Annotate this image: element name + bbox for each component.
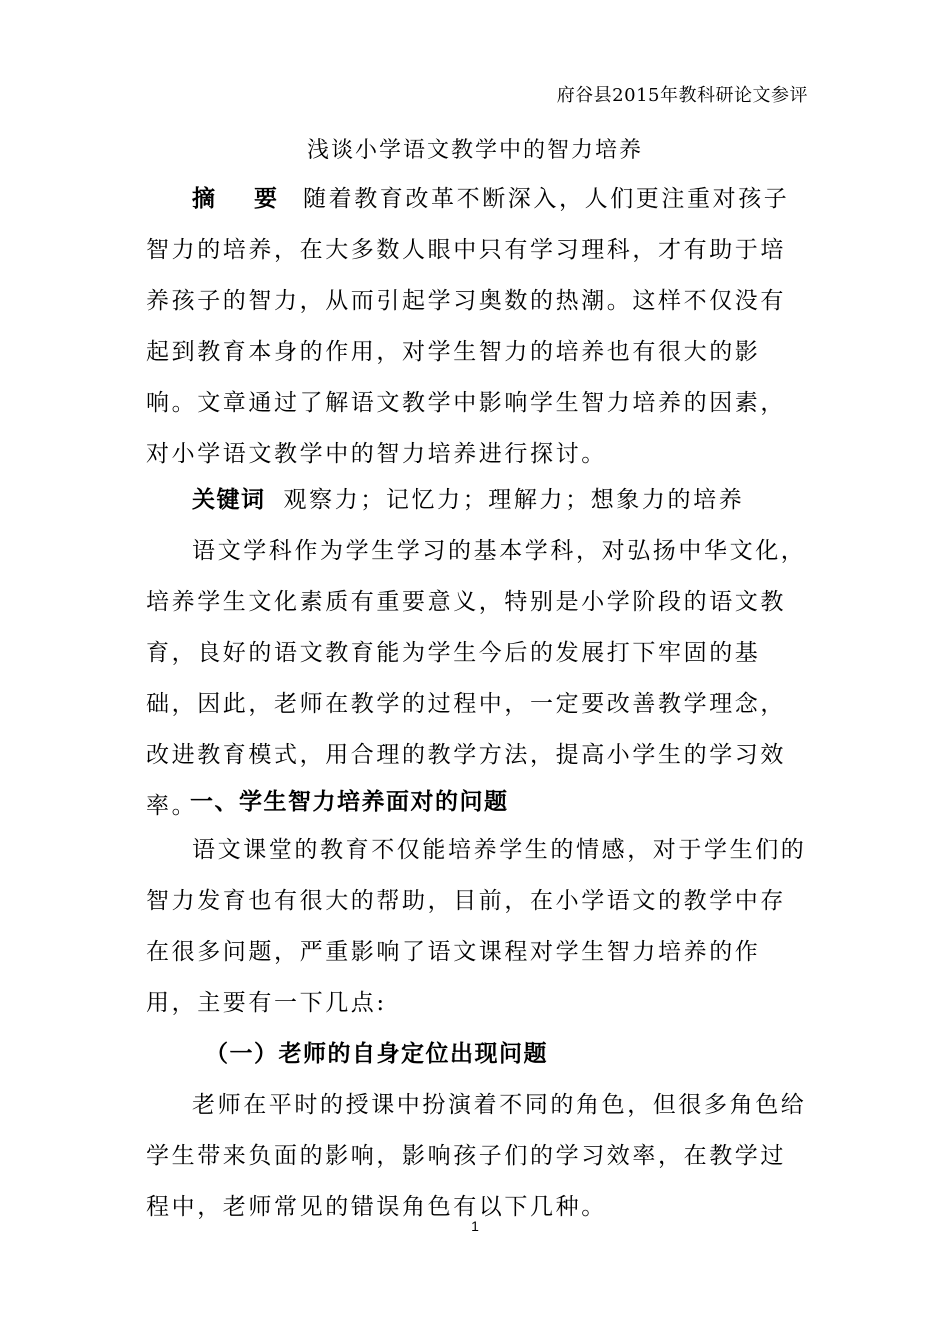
paper-title: 浅谈小学语文教学中的智力培养 [306,138,643,163]
intro-paragraph: 语文学科作为学生学习的基本学科，对弘扬中华文化，培养学生文化素质有重要意义，特别是小学阶段的语文教育，良好的语文教育能为学生今后的发展打下牢固的基础，因此，老师在教学的过程中，一定要改善教学理念，改进教育模式，用合理的教学方法，提高小学生的学习效率。 [146,538,807,819]
section-paragraph: 语文课堂的教育不仅能培养学生的情感，对于学生们的智力发育也有很大的帮助，目前，在小学语文的教学中存在很多问题，严重影响了语文课程对学生智力培养的作用，主要有一下几点: [146,837,807,1016]
abstract-label: 摘 要 [192,186,285,212]
header-note: 府谷县2015年教科研论文参评 [556,85,808,106]
keywords-line [146,475,810,526]
abstract-paragraph [146,174,810,480]
subsection-paragraph: 老师在平时的授课中扮演着不同的角色，但很多角色给学生带来负面的影响，影响孩子们的学习效率，在教学过程中，老师常见的错误角色有以下几种。 [146,1092,807,1220]
abstract-text: 随着教育改革不断深入，人们更注重对孩子智力的培养，在大多数人眼中只有学习理科，才有助于培养孩子的智力，从而引起学习奥数的热潮。这样不仅没有起到教育本身的作用，对学生智力的培养也有很大的影响。文章通过了解语文教学中影响学生智力培养的因素，对小学语文教学中的智力培养进行探讨。 [146,186,790,467]
page-number: 1 [471,1218,479,1234]
keywords-text: 观察力；记忆力；理解力；想象力的培养 [283,487,745,513]
keywords-label: 关键词 [192,487,266,513]
section-heading: 一、学生智力培养面对的问题 [190,789,509,815]
subsection-heading: （一）老师的自身定位出现问题 [205,1041,548,1067]
